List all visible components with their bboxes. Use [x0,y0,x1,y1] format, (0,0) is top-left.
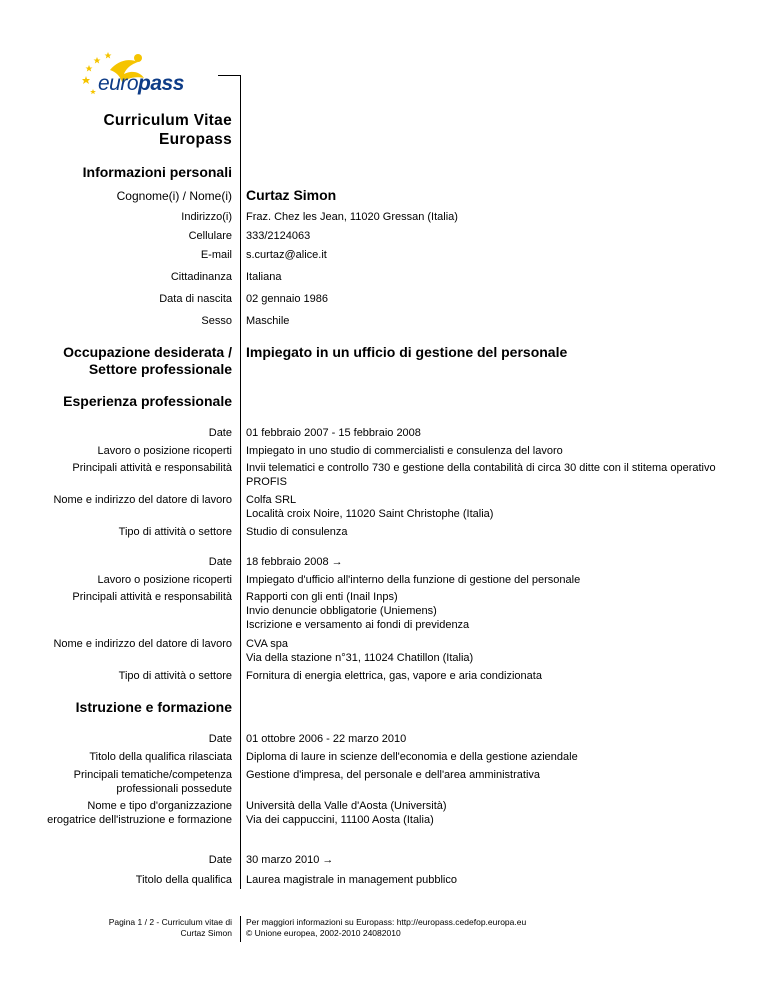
job2-activities-label: Principali attività e responsabilità [72,591,232,603]
edu1-org-label: Nome e tipo d'organizzazione erogatrice dell'istruzione e formazione [47,800,232,826]
birth-value: 02 gennaio 1986 [246,293,328,305]
footer-page-info: Pagina 1 / 2 - Curriculum vitae di Curtaz Simon [108,917,232,938]
mobile-value: 333/2124063 [246,230,311,242]
edu2-date: 30 marzo 2010 → [246,854,334,866]
job1-date-label: Date [208,427,232,439]
edu1-topics-label: Principali tematiche/competenza professionali possedute [73,769,232,795]
desired-occupation-value: Impiegato in un ufficio di gestione del personale [246,344,568,360]
job2-position: Impiegato d'ufficio all'interno della funzione di gestione del personale [246,574,581,586]
edu1-qualification-label: Titolo della qualifica rilasciata [89,751,232,763]
logo-text: europass [98,72,184,95]
figure-head-icon [134,54,142,62]
edu1-org: Università della Valle d'Aosta (Università) Via dei cappuccini, 11100 Aosta (Italia) [246,800,447,826]
citizenship-value: Italiana [246,271,282,283]
edu2-date-label: Date [208,854,232,866]
job2-date-label: Date [208,556,232,568]
job1-position: Impiegato in uno studio di commercialisti e consulenza del lavoro [246,445,563,457]
address-label: Indirizzo(i) [181,211,232,223]
section-heading-personal: Informazioni personali [82,164,232,180]
edu1-date-label: Date [208,733,232,745]
job2-employer-label: Nome e indirizzo del datore di lavoro [53,638,232,650]
edu1-date: 01 ottobre 2006 - 22 marzo 2010 [246,733,407,745]
citizenship-label: Cittadinanza [170,271,232,283]
desired-occupation-label: Occupazione desiderata / Settore professionale [63,344,232,377]
mobile-label: Cellulare [188,230,232,242]
edu2-qualification: Laurea magistrale in management pubblico [246,874,457,886]
section-heading-education: Istruzione e formazione [75,699,232,715]
full-name: Curtaz Simon [246,187,337,203]
footer-europass-info: Per maggiori informazioni su Europass: http://europass.cedefop.europa.eu © Unione europea, 2002-2010 24082010 [246,917,527,938]
job1-sector-label: Tipo di attività o settore [118,526,232,538]
job1-activities: Invii telematici e controllo 730 e gestione della contabilità di circa 30 ditte con il stitema operativo PROFIS [246,462,716,488]
birth-label: Data di nascita [159,293,232,305]
edu1-qualification: Diploma di laure in scienze dell'economia e della gestione aziendale [246,751,578,763]
document-title: Curriculum Vitae Europass [103,112,232,148]
column-divider [240,75,241,889]
section-heading-experience: Esperienza professionale [63,393,232,409]
job2-position-label: Lavoro o posizione ricoperti [97,574,232,586]
job1-date: 01 febbraio 2007 - 15 febbraio 2008 [246,427,421,439]
address-value: Fraz. Chez les Jean, 11020 Gressan (Italia) [246,211,458,223]
job1-activities-label: Principali attività e responsabilità [72,462,232,474]
sex-label: Sesso [201,315,232,327]
job2-sector-label: Tipo di attività o settore [118,670,232,682]
job2-activities: Rapporti con gli enti (Inail Inps) Invio denuncie obbligatorie (Uniemens) Iscrizione e versamento ai fondi di previdenza [246,591,470,631]
job1-employer-label: Nome e indirizzo del datore di lavoro [53,494,232,506]
header-corner-line [218,75,240,76]
email-value: s.curtaz@alice.it [246,249,327,261]
edu2-qualification-label: Titolo della qualifica [135,874,232,886]
job1-employer: Colfa SRL Località croix Noire, 11020 Saint Christophe (Italia) [246,494,494,520]
job1-position-label: Lavoro o posizione ricoperti [97,445,232,457]
footer-divider [240,916,241,942]
job2-employer: CVA spa Via della stazione n°31, 11024 Chatillon (Italia) [246,638,474,664]
job2-date: 18 febbraio 2008 → [246,556,343,568]
edu1-topics: Gestione d'impresa, del personale e dell'area amministrativa [246,769,541,781]
job1-sector: Studio di consulenza [246,526,348,538]
job2-sector: Fornitura di energia elettrica, gas, vapore e aria condizionata [246,670,542,682]
name-label: Cognome(i) / Nome(i) [116,189,232,203]
sex-value: Maschile [246,315,290,327]
email-label: E-mail [200,249,232,261]
